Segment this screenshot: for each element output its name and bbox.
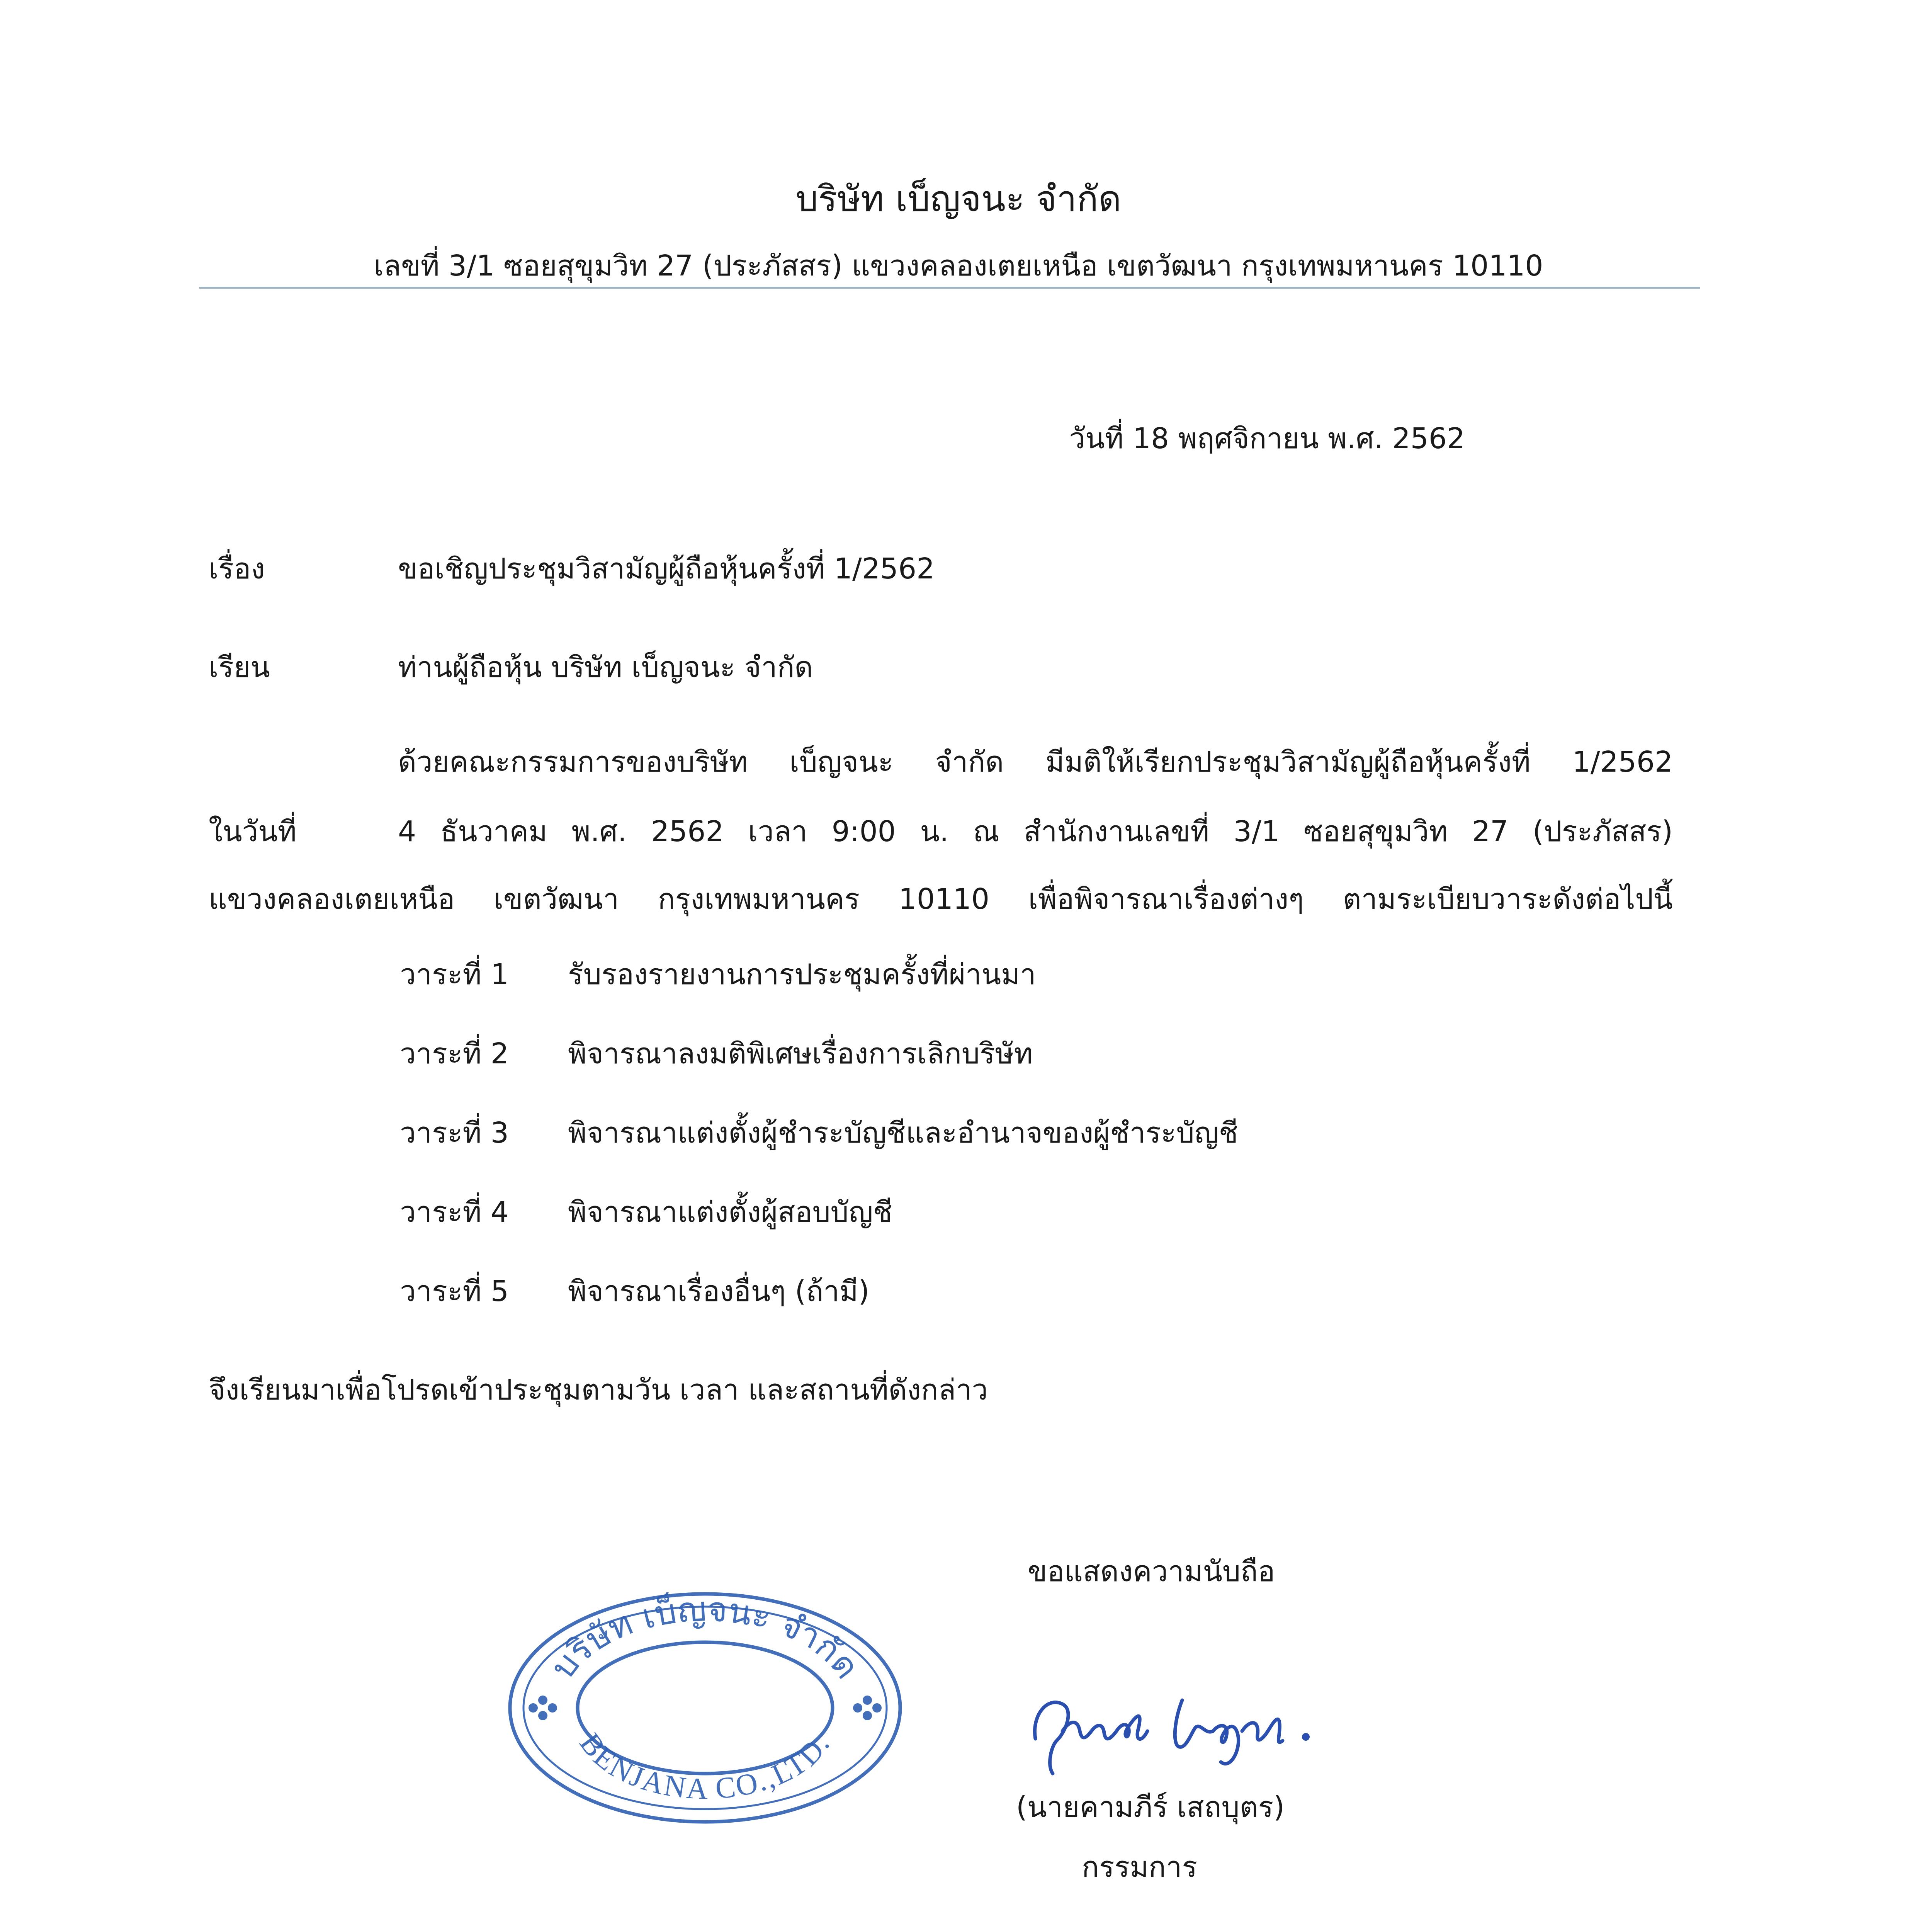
agenda-number: วาระที่ 2 xyxy=(400,1037,509,1070)
agenda-item: พิจารณาเรื่องอื่นๆ (ถ้ามี) xyxy=(568,1275,870,1308)
stamp-english-text: BENJANA CO.,LTD. xyxy=(573,1726,837,1806)
recipient-label: เรียน xyxy=(209,651,270,684)
agenda-item: รับรองรายงานการประชุมครั้งที่ผ่านมา xyxy=(568,958,1036,991)
company-stamp xyxy=(502,1584,908,1832)
company-address: เลขที่ 3/1 ซอยสุขุมวิท 27 (ประภัสสร) แขวงคลองเตยเหนือ เขตวัฒนา กรุงเทพมหานคร 10110 xyxy=(374,249,1543,282)
agenda-number: วาระที่ 1 xyxy=(400,958,509,991)
agenda-item: พิจารณาแต่งตั้งผู้ชำระบัญชีและอำนาจของผู้ชำระบัญชี xyxy=(568,1116,1238,1150)
subject-label: เรื่อง xyxy=(209,552,265,585)
company-name: บริษัท เบ็ญจนะ จำกัด xyxy=(795,178,1122,219)
header-divider xyxy=(199,287,1700,289)
closing-sentence: จึงเรียนมาเพื่อโปรดเข้าประชุมตามวัน เวลา และสถานที่ดังกล่าว xyxy=(209,1373,988,1406)
agenda-item: พิจารณาลงมติพิเศษเรื่องการเลิกบริษัท xyxy=(568,1037,1033,1070)
svg-text:BENJANA CO.,LTD. xyxy=(573,1727,837,1806)
body-line-3: แขวงคลองเตยเหนือ เขตวัฒนา กรุงเทพมหานคร 10110 เพื่อพิจารณาเรื่องต่างๆ ตามระเบียบวาระดังต่อไปนี้ xyxy=(209,883,1673,916)
signatory-name: (นายคามภีร์ เสถบุตร) xyxy=(1016,1791,1285,1824)
letter-date: วันที่ 18 พฤศจิกายน พ.ศ. 2562 xyxy=(1069,422,1465,455)
body-line-1: ด้วยคณะกรรมการของบริษัท เบ็ญจนะ จำกัด มีมติให้เรียกประชุมวิสามัญผู้ถือหุ้นครั้งที่ 1/2562 xyxy=(398,745,1673,779)
handwritten-signature xyxy=(1020,1673,1321,1789)
agenda-item: พิจารณาแต่งตั้งผู้สอบบัญชี xyxy=(568,1196,892,1229)
agenda-number: วาระที่ 3 xyxy=(400,1116,509,1150)
regards-text: ขอแสดงความนับถือ xyxy=(1028,1555,1275,1588)
svg-text:บริษัท เบ็ญจนะ จำกัด xyxy=(543,1589,868,1686)
body-date-label: ในวันที่ xyxy=(209,815,297,848)
agenda-number: วาระที่ 4 xyxy=(400,1196,509,1229)
stamp-thai-text: บริษัท เบ็ญจนะ จำกัด xyxy=(542,1589,868,1686)
recipient-text: ท่านผู้ถือหุ้น บริษัท เบ็ญจนะ จำกัด xyxy=(398,651,813,684)
body-line-2: 4 ธันวาคม พ.ศ. 2562 เวลา 9:00 น. ณ สำนักงานเลขที่ 3/1 ซอยสุขุมวิท 27 (ประภัสสร) xyxy=(398,815,1673,848)
agenda-number: วาระที่ 5 xyxy=(400,1275,509,1308)
subject-text: ขอเชิญประชุมวิสามัญผู้ถือหุ้นครั้งที่ 1/2562 xyxy=(398,552,935,585)
signatory-title: กรรมการ xyxy=(1082,1850,1198,1884)
